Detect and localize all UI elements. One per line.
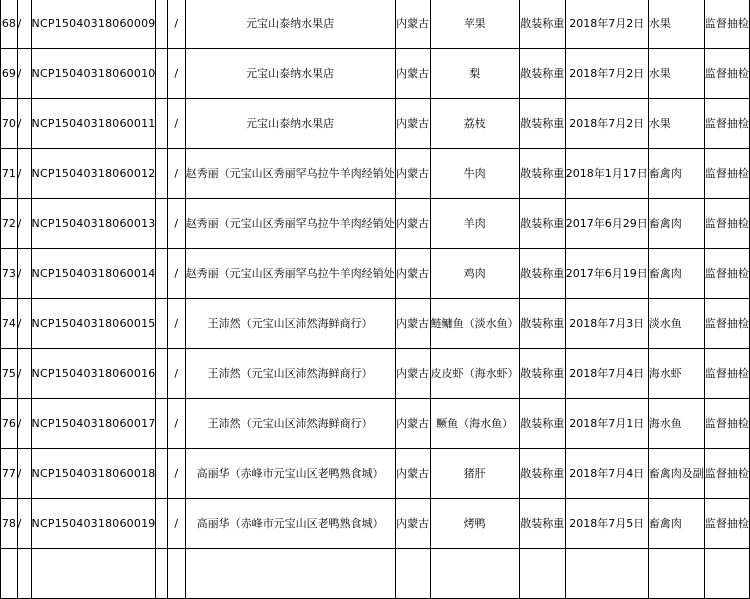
- specification: 散装称重: [519, 399, 565, 449]
- production-date: 2018年7月2日: [565, 0, 648, 49]
- sample-code: NCP15040318060012: [31, 149, 156, 199]
- specification: 散装称重: [519, 199, 565, 249]
- inspection-type: 监督抽检: [704, 399, 749, 449]
- sampled-unit: 赵秀丽（元宝山区秀丽罕乌拉牛羊肉经销处: [185, 149, 395, 199]
- sampled-unit: 赵秀丽（元宝山区秀丽罕乌拉牛羊肉经销处: [185, 249, 395, 299]
- production-date: 2018年1月17日: [565, 149, 648, 199]
- sampled-unit: 王沛然（元宝山区沛然海鲜商行）: [185, 299, 395, 349]
- table-row: [1, 99, 750, 149]
- food-name: [430, 549, 519, 599]
- food-name: 鳜鱼（海水鱼）: [430, 399, 519, 449]
- sampled-unit: 元宝山泰纳水果店: [185, 49, 395, 99]
- cell-slash: /: [17, 249, 31, 299]
- province: 内蒙古: [395, 249, 430, 299]
- sampled-unit: 王沛然（元宝山区沛然海鲜商行）: [185, 399, 395, 449]
- cell-slash: /: [17, 199, 31, 249]
- table-row: [1, 449, 750, 499]
- food-name: 皮皮虾（海水虾）: [430, 349, 519, 399]
- sample-code: [31, 549, 156, 599]
- inspection-type: 监督抽检: [704, 349, 749, 399]
- cell-slash-2: [167, 549, 185, 599]
- sampled-unit: 元宝山泰纳水果店: [185, 99, 395, 149]
- food-name: 鸡肉: [430, 249, 519, 299]
- food-category: 水果: [648, 0, 704, 49]
- sampled-unit: [185, 549, 395, 599]
- food-name: 牛肉: [430, 149, 519, 199]
- cell-empty: [156, 149, 167, 199]
- sample-code: NCP15040318060009: [31, 0, 156, 49]
- cell-empty: [156, 349, 167, 399]
- row-index: 69: [1, 49, 18, 99]
- row-index: [1, 549, 18, 599]
- cell-empty: [156, 49, 167, 99]
- food-name: 荔枝: [430, 99, 519, 149]
- row-index: 71: [1, 149, 18, 199]
- food-category: 海水虾: [648, 349, 704, 399]
- row-index: 77: [1, 449, 18, 499]
- inspection-type: [704, 549, 749, 599]
- cell-slash-2: /: [167, 349, 185, 399]
- sample-code: NCP15040318060013: [31, 199, 156, 249]
- sampled-unit: 元宝山泰纳水果店: [185, 0, 395, 49]
- cell-slash: /: [17, 349, 31, 399]
- food-name: 猪肝: [430, 449, 519, 499]
- province: 内蒙古: [395, 99, 430, 149]
- province: 内蒙古: [395, 149, 430, 199]
- cell-empty: [156, 449, 167, 499]
- sample-code: NCP15040318060017: [31, 399, 156, 449]
- food-category: 海水鱼: [648, 399, 704, 449]
- specification: 散装称重: [519, 449, 565, 499]
- cell-empty: [156, 499, 167, 549]
- specification: 散装称重: [519, 349, 565, 399]
- cell-slash-2: /: [167, 0, 185, 49]
- food-category: 畜禽肉: [648, 499, 704, 549]
- production-date: [565, 549, 648, 599]
- inspection-type: 监督抽检: [704, 449, 749, 499]
- sample-code: NCP15040318060019: [31, 499, 156, 549]
- cell-empty: [156, 0, 167, 49]
- table-row: [1, 349, 750, 399]
- cell-empty: [156, 549, 167, 599]
- food-category: 水果: [648, 99, 704, 149]
- inspection-type: 监督抽检: [704, 199, 749, 249]
- food-name: 羊肉: [430, 199, 519, 249]
- province: 内蒙古: [395, 499, 430, 549]
- sample-code: NCP15040318060014: [31, 249, 156, 299]
- table-row: [1, 0, 750, 49]
- specification: [519, 549, 565, 599]
- specification: 散装称重: [519, 249, 565, 299]
- cell-slash-2: /: [167, 199, 185, 249]
- row-index: 73: [1, 249, 18, 299]
- specification: 散装称重: [519, 99, 565, 149]
- production-date: 2017年6月29日: [565, 199, 648, 249]
- specification: 散装称重: [519, 0, 565, 49]
- row-index: 78: [1, 499, 18, 549]
- cell-slash: /: [17, 499, 31, 549]
- table-row: [1, 499, 750, 549]
- province: 内蒙古: [395, 49, 430, 99]
- province: 内蒙古: [395, 0, 430, 49]
- production-date: 2018年7月1日: [565, 399, 648, 449]
- food-category: 畜禽肉: [648, 249, 704, 299]
- inspection-type: 监督抽检: [704, 249, 749, 299]
- cell-empty: [156, 99, 167, 149]
- row-index: 70: [1, 99, 18, 149]
- food-name: 苹果: [430, 0, 519, 49]
- cell-slash-2: /: [167, 249, 185, 299]
- row-index: 75: [1, 349, 18, 399]
- production-date: 2018年7月4日: [565, 349, 648, 399]
- row-index: 76: [1, 399, 18, 449]
- row-index: 74: [1, 299, 18, 349]
- sample-code: NCP15040318060016: [31, 349, 156, 399]
- cell-slash-2: /: [167, 149, 185, 199]
- sample-code: NCP15040318060011: [31, 99, 156, 149]
- cell-slash-2: /: [167, 49, 185, 99]
- production-date: 2018年7月3日: [565, 299, 648, 349]
- sampled-unit: 高丽华（赤峰市元宝山区老鸭熟食城）: [185, 449, 395, 499]
- cell-slash: /: [17, 449, 31, 499]
- food-category: [648, 549, 704, 599]
- food-name: 鲢鳙鱼（淡水鱼）: [430, 299, 519, 349]
- table-body: [1, 0, 750, 599]
- cell-empty: [156, 299, 167, 349]
- table-row: [1, 199, 750, 249]
- production-date: 2018年7月4日: [565, 449, 648, 499]
- cell-slash-2: /: [167, 399, 185, 449]
- table-row: [1, 249, 750, 299]
- row-index: 68: [1, 0, 18, 49]
- sampled-unit: 高丽华（赤峰市元宝山区老鸭熟食城）: [185, 499, 395, 549]
- cell-slash: /: [17, 399, 31, 449]
- province: 内蒙古: [395, 199, 430, 249]
- cell-slash-2: /: [167, 99, 185, 149]
- inspection-type: 监督抽检: [704, 149, 749, 199]
- food-category: 水果: [648, 49, 704, 99]
- production-date: 2018年7月2日: [565, 99, 648, 149]
- food-category: 畜禽肉: [648, 199, 704, 249]
- inspection-type: 监督抽检: [704, 0, 749, 49]
- production-date: 2018年7月2日: [565, 49, 648, 99]
- row-index: 72: [1, 199, 18, 249]
- table-row: [1, 49, 750, 99]
- sampled-unit: 赵秀丽（元宝山区秀丽罕乌拉牛羊肉经销处: [185, 199, 395, 249]
- food-category: 淡水鱼: [648, 299, 704, 349]
- cell-slash: /: [17, 99, 31, 149]
- food-name: 烤鸭: [430, 499, 519, 549]
- inspection-type: 监督抽检: [704, 99, 749, 149]
- inspection-type: 监督抽检: [704, 49, 749, 99]
- province: 内蒙古: [395, 449, 430, 499]
- table-row: [1, 299, 750, 349]
- cell-slash: /: [17, 149, 31, 199]
- table-row: [1, 549, 750, 599]
- province: 内蒙古: [395, 349, 430, 399]
- specification: 散装称重: [519, 49, 565, 99]
- province: 内蒙古: [395, 399, 430, 449]
- specification: 散装称重: [519, 299, 565, 349]
- cell-empty: [156, 249, 167, 299]
- sample-code: NCP15040318060018: [31, 449, 156, 499]
- cell-slash: [17, 549, 31, 599]
- cell-slash-2: /: [167, 499, 185, 549]
- cell-slash-2: /: [167, 449, 185, 499]
- cell-slash: /: [17, 299, 31, 349]
- inspection-type: 监督抽检: [704, 499, 749, 549]
- cell-slash-2: /: [167, 299, 185, 349]
- food-name: 梨: [430, 49, 519, 99]
- specification: 散装称重: [519, 499, 565, 549]
- production-date: 2017年6月19日: [565, 249, 648, 299]
- cell-empty: [156, 399, 167, 449]
- food-category: 畜禽肉及副: [648, 449, 704, 499]
- inspection-type: 监督抽检: [704, 299, 749, 349]
- table-row: [1, 149, 750, 199]
- sampled-unit: 王沛然（元宝山区沛然海鲜商行）: [185, 349, 395, 399]
- cell-slash: /: [17, 0, 31, 49]
- table-row: [1, 399, 750, 449]
- sample-code: NCP15040318060010: [31, 49, 156, 99]
- province: [395, 549, 430, 599]
- cell-slash: /: [17, 49, 31, 99]
- sample-code: NCP15040318060015: [31, 299, 156, 349]
- cell-empty: [156, 199, 167, 249]
- food-category: 畜禽肉: [648, 149, 704, 199]
- province: 内蒙古: [395, 299, 430, 349]
- specification: 散装称重: [519, 149, 565, 199]
- production-date: 2018年7月5日: [565, 499, 648, 549]
